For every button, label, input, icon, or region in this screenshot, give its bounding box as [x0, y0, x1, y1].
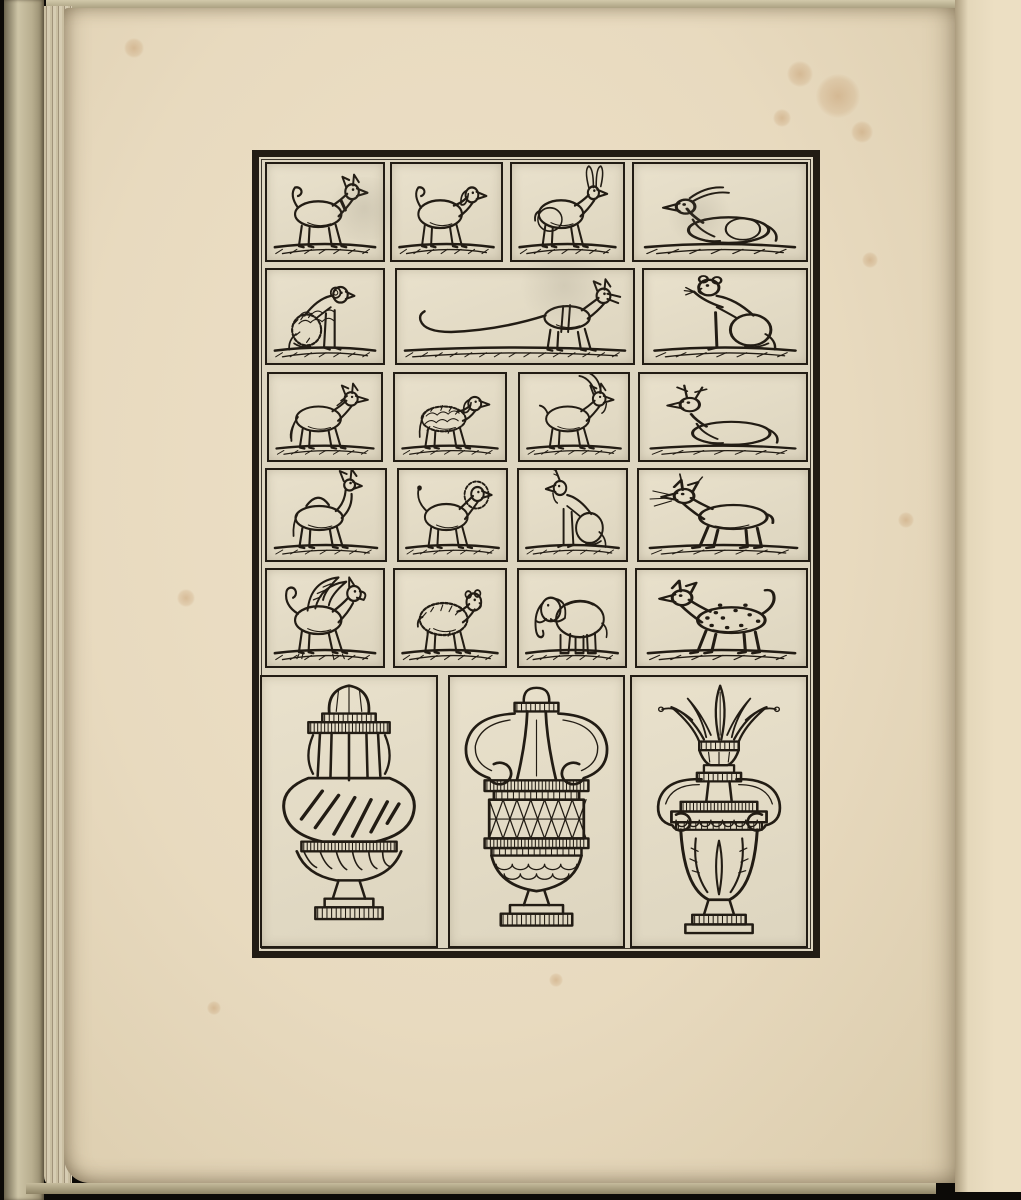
camel-woodcut-icon: [267, 470, 385, 560]
foxing-spot: [851, 121, 873, 143]
gadrooned-lidded-urn-woodcut-icon: [262, 677, 436, 946]
fleecy-sheep-woodcut-icon: [395, 374, 505, 460]
woodcut-cell-lion: [397, 468, 508, 562]
foxing-spot: [898, 512, 914, 528]
woodcut-cell-leopard: [635, 568, 808, 668]
woodcut-cell-gadrooned-lidded-urn: [260, 675, 438, 948]
foxing-spot: [549, 973, 563, 987]
woodcut-cell-fleecy-sheep: [393, 372, 507, 462]
woodcut-cell-lynx: [637, 468, 810, 562]
vellum-spine: [4, 0, 44, 1200]
leopard-woodcut-icon: [637, 570, 806, 666]
flower-urn-woodcut-icon: [632, 677, 806, 946]
elephant-woodcut-icon: [519, 570, 625, 666]
bear-woodcut-icon: [395, 570, 505, 666]
woodcut-cell-seated-ram: [265, 268, 385, 365]
lynx-woodcut-icon: [639, 470, 808, 560]
show-through-mark: [659, 187, 739, 243]
woodcut-cell-monkey: [642, 268, 808, 365]
scroll-handled-urn-woodcut-icon: [450, 677, 623, 946]
facing-page: [955, 0, 1021, 1192]
woodcut-cell-griffin: [265, 568, 385, 668]
hare-woodcut-icon: [512, 164, 623, 260]
foxing-spot: [787, 61, 813, 87]
woodcut-cell-flower-urn: [630, 675, 808, 948]
foxing-spot: [862, 252, 878, 268]
lion-woodcut-icon: [399, 470, 506, 560]
unicorn-woodcut-icon: [519, 470, 626, 560]
foxing-spot: [177, 589, 195, 607]
griffin-woodcut-icon: [267, 570, 383, 666]
show-through-mark: [509, 247, 619, 324]
seated-ram-woodcut-icon: [267, 270, 383, 363]
foxing-spot: [124, 38, 144, 58]
foxing-spot: [773, 109, 791, 127]
monkey-woodcut-icon: [644, 270, 806, 363]
woodcut-cell-horse: [267, 372, 383, 462]
show-through-mark: [319, 177, 409, 240]
woodcut-cell-camel: [265, 468, 387, 562]
foxing-spot: [816, 74, 860, 118]
horse-woodcut-icon: [269, 374, 381, 460]
foxing-spot: [207, 1001, 221, 1015]
goat-woodcut-icon: [520, 374, 628, 460]
woodcut-cell-lying-hind: [638, 372, 808, 462]
woodcut-cell-scroll-handled-urn: [448, 675, 625, 948]
woodcut-cell-goat: [518, 372, 630, 462]
lying-hind-woodcut-icon: [640, 374, 806, 460]
woodcut-cell-elephant: [517, 568, 627, 668]
woodcut-cell-bear: [393, 568, 507, 668]
cover-bottom-edge: [26, 1183, 936, 1194]
woodcut-cell-unicorn: [517, 468, 628, 562]
woodcut-plate: [252, 150, 820, 958]
